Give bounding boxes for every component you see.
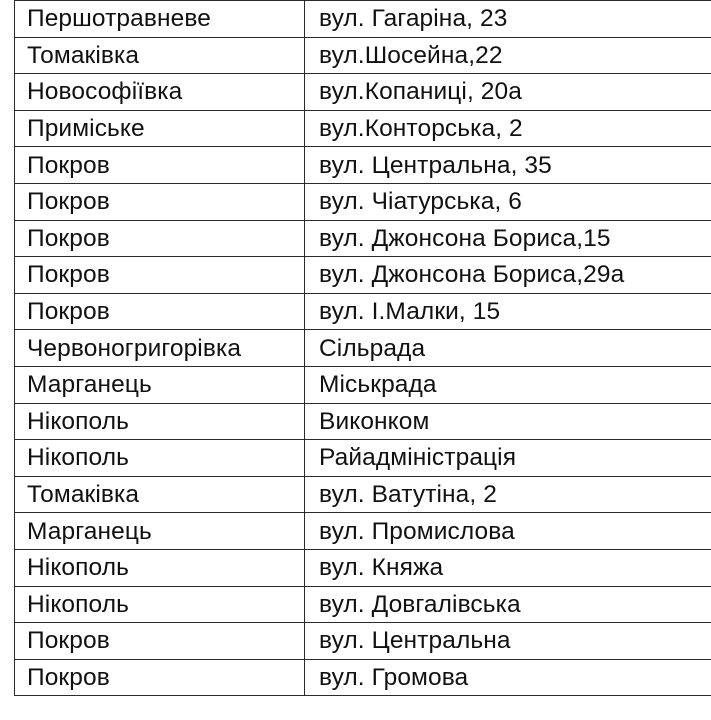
place-cell: Покров [15,220,305,257]
address-cell: вул. Чіатурська, 6 [305,183,711,220]
table-row [15,440,711,477]
table-row [15,147,711,184]
address-cell: вул. Центральна [305,623,711,660]
table-row [15,110,711,147]
address-cell: вул. Промислова [305,513,711,550]
table-row [15,623,711,660]
place-cell: Покров [15,293,305,330]
address-cell: Сільрада [305,330,711,367]
table-row [15,476,711,513]
place-cell: Нікополь [15,440,305,477]
table-row [15,74,711,111]
place-cell: Покров [15,659,305,696]
place-cell: Новософіївка [15,74,305,111]
address-cell: вул. І.Малки, 15 [305,293,711,330]
place-cell: Покров [15,257,305,294]
address-cell: вул. Довгалівська [305,586,711,623]
place-cell: Марганець [15,366,305,403]
place-cell: Томаківка [15,37,305,74]
address-cell: вул. Княжа [305,549,711,586]
place-cell: Марганець [15,513,305,550]
place-cell: Першотравневе [15,1,305,38]
table-row [15,1,711,38]
address-cell: Райадміністрація [305,440,711,477]
table-row [15,549,711,586]
table-row [15,659,711,696]
table-row [15,513,711,550]
table-row [15,183,711,220]
place-cell: Нікополь [15,549,305,586]
address-table [14,0,711,696]
address-cell: вул. Центральна, 35 [305,147,711,184]
place-cell: Покров [15,623,305,660]
address-cell: вул. Гагаріна, 23 [305,1,711,38]
table-row [15,293,711,330]
place-cell: Нікополь [15,403,305,440]
place-cell: Червоногригорівка [15,330,305,367]
table-row [15,586,711,623]
place-cell: Покров [15,183,305,220]
table-row [15,330,711,367]
table-row [15,37,711,74]
table-row [15,403,711,440]
address-cell: вул.Конторська, 2 [305,110,711,147]
address-cell: вул. Громова [305,659,711,696]
address-cell: Міськрада [305,366,711,403]
table-row [15,220,711,257]
place-cell: Приміське [15,110,305,147]
table-row [15,257,711,294]
address-cell: вул.Шосейна,22 [305,37,711,74]
address-table-body [15,1,711,696]
address-cell: Виконком [305,403,711,440]
place-cell: Томаківка [15,476,305,513]
place-cell: Покров [15,147,305,184]
address-cell: вул. Ватутіна, 2 [305,476,711,513]
place-cell: Нікополь [15,586,305,623]
table-row [15,366,711,403]
address-cell: вул. Джонсона Бориса,29а [305,257,711,294]
address-cell: вул.Копаниці, 20а [305,74,711,111]
address-cell: вул. Джонсона Бориса,15 [305,220,711,257]
